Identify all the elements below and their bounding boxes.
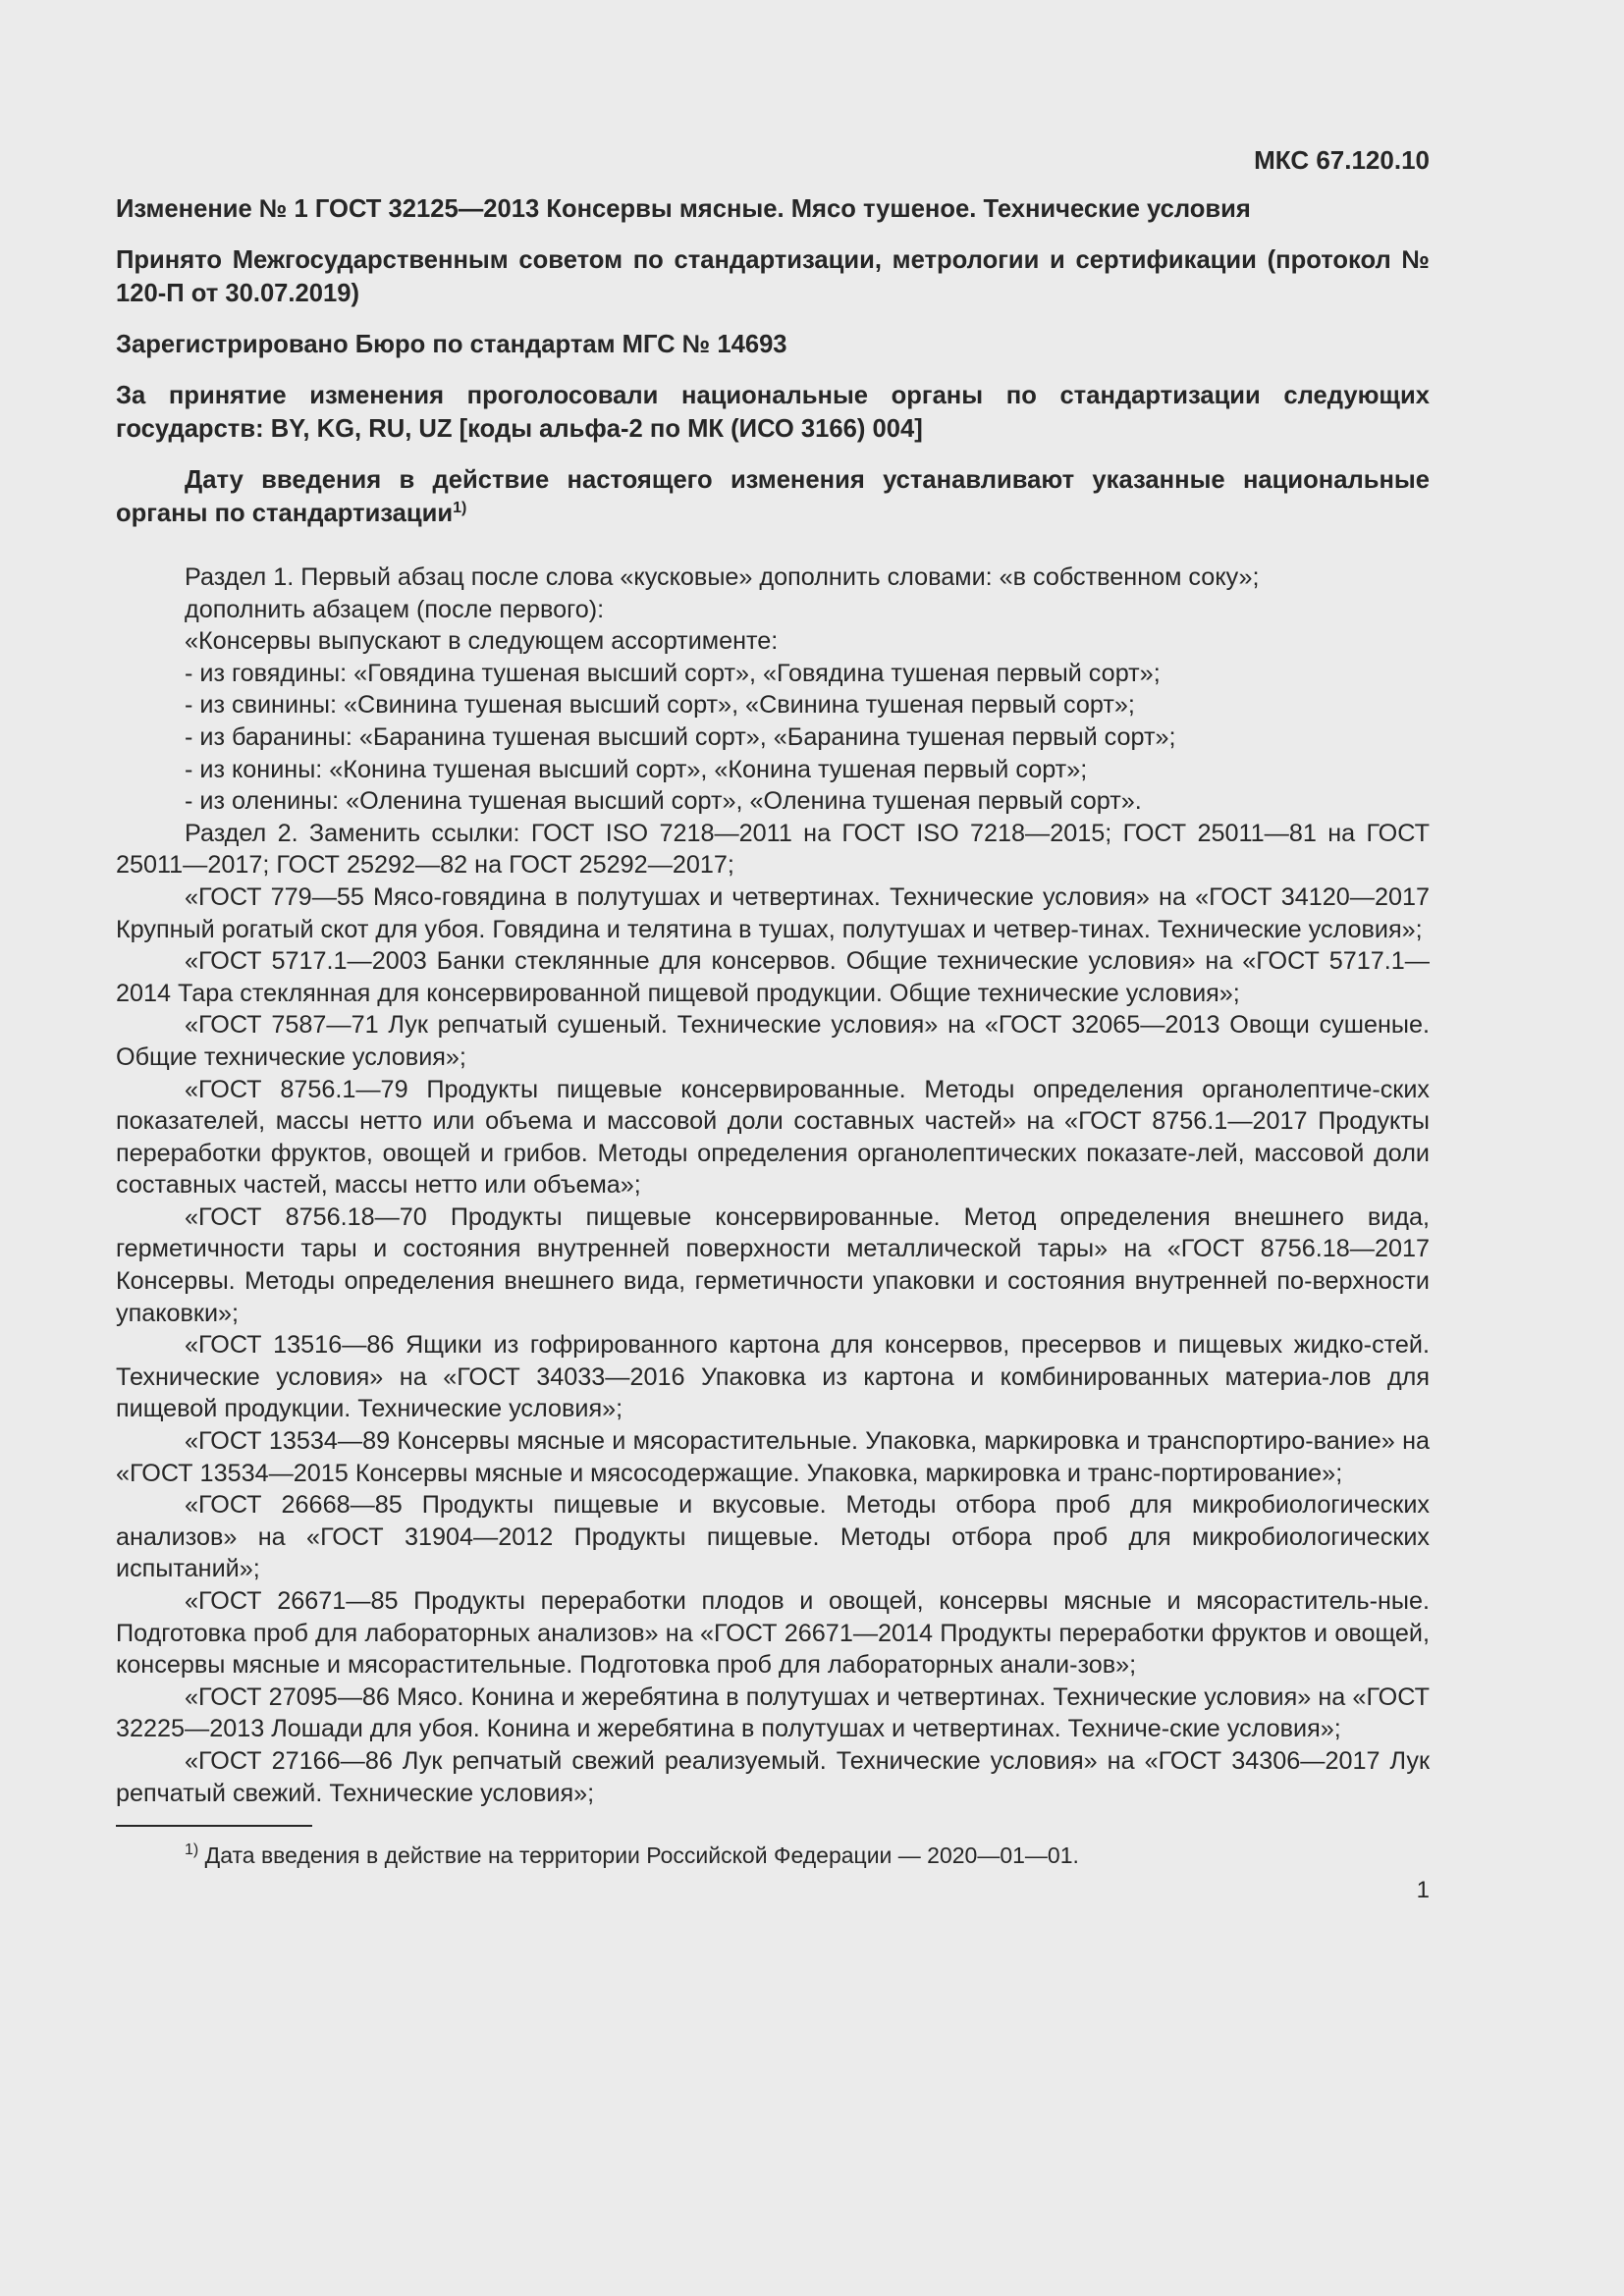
paragraph: «ГОСТ 26668—85 Продукты пищевые и вкусовые. Методы отбора проб для микробиологических анализов» на «ГОСТ 31904—2012 Продукты пищевые. Методы отбора проб для микробиологических испытаний»; — [116, 1491, 1430, 1583]
paragraph: «ГОСТ 13516—86 Ящики из гофрированного картона для консервов, пресервов и пищевых жидко-стей. Технические условия» на «ГОСТ 34033—2016 Упаковка из картона и комбинированных материа-лов для пищевой продукции. Технические условия»; — [116, 1331, 1430, 1423]
introduction-date-statement — [116, 463, 1430, 530]
document-page — [116, 143, 1430, 1905]
list-item: - из говядины: «Говядина тушеная высший сорт», «Говядина тушеная первый сорт»; — [185, 659, 1161, 687]
paragraph: «ГОСТ 13534—89 Консервы мясные и мясорастительные. Упаковка, маркировка и транспортиро-вание» на «ГОСТ 13534—2015 Консервы мясные и мясосодержащие. Упаковка, маркировка и транс-портирование»; — [116, 1427, 1430, 1487]
list-item: - из конины: «Конина тушеная высший сорт», «Конина тушеная первый сорт»; — [185, 755, 1088, 783]
paragraph: «ГОСТ 26671—85 Продукты переработки плодов и овощей, консервы мясные и мясораститель-ные. Подготовка проб для лабораторных анализов» на «ГОСТ 26671—2014 Продукты переработки фруктов и овощей, консервы мясные и мясорастительные. Подготовка проб для лабораторных анали-зов»; — [116, 1587, 1430, 1680]
footnote-divider — [116, 1825, 312, 1827]
adopted-statement: Принято Межгосударственным советом по стандартизации, метрологии и сертификации (протокол № 120-П от 30.07.2019) — [116, 246, 1430, 307]
footnote-text: Дата введения в действие на территории Российской Федерации — 2020—01—01. — [204, 1842, 1079, 1869]
paragraph: Раздел 1. Первый абзац после слова «кусковые» дополнить словами: «в собственном соку»; — [185, 563, 1260, 591]
paragraph: «ГОСТ 7587—71 Лук репчатый сушеный. Технические условия» на «ГОСТ 32065—2013 Овощи сушеные. Общие технические условия»; — [116, 1011, 1430, 1071]
paragraph: «ГОСТ 8756.18—70 Продукты пищевые консервированные. Метод определения внешнего вида, герметичности тары и состояния внутренней поверхности металлической тары» на «ГОСТ 8756.18—2017 Консервы. Методы определения внешнего вида, герметичности упаковки и состояния внутренней по-верхности упаковки»; — [116, 1202, 1430, 1327]
footnote — [116, 1841, 1430, 1870]
paragraph: «ГОСТ 8756.1—79 Продукты пищевые консервированные. Методы определения органолептиче-ских показателей, массы нетто или объема и массовой доли составных частей» на «ГОСТ 8756.1—2017 Продукты переработки фруктов, овощей и грибов. Методы определения органолептических показате-лей, массовой доли составных частей, массы нетто или объема»; — [116, 1075, 1430, 1200]
paragraph: Раздел 2. Заменить ссылки: ГОСТ ISO 7218—2011 на ГОСТ ISO 7218—2015; ГОСТ 25011—81 на ГОСТ 25011—2017; ГОСТ 25292—82 на ГОСТ 25292—2017; — [116, 819, 1430, 880]
mks-code: МКС 67.120.10 — [1254, 145, 1430, 175]
footnote-reference: 1) — [453, 500, 467, 516]
paragraph: дополнить абзацем (после первого): — [185, 595, 605, 623]
registration-statement: Зарегистрировано Бюро по стандартам МГС № 14693 — [116, 331, 787, 358]
paragraph: «Консервы выпускают в следующем ассортименте: — [185, 627, 779, 656]
introduction-date-text: Дату введения в действие настоящего изменения устанавливают указанные национальные органы по стандартизации — [116, 466, 1430, 527]
paragraph: «ГОСТ 779—55 Мясо-говядина в полутушах и четвертинах. Технические условия» на «ГОСТ 34120—2017 Крупный рогатый скот для убоя. Говядина и телятина в тушах, полутушах и четвер-тинах. Технические условия»; — [116, 882, 1430, 943]
paragraph: «ГОСТ 27166—86 Лук репчатый свежий реализуемый. Технические условия» на «ГОСТ 34306—2017 Лук репчатый свежий. Технические условия»; — [116, 1746, 1430, 1807]
amendment-title: Изменение № 1 ГОСТ 32125—2013 Консервы мясные. Мясо тушеное. Технические условия — [116, 195, 1251, 223]
page-number: 1 — [1416, 1877, 1430, 1904]
paragraph: «ГОСТ 27095—86 Мясо. Конина и жеребятина в полутушах и четвертинах. Технические условия» на «ГОСТ 32225—2013 Лошади для убоя. Конина и жеребятина в полутушах и четвертинах. Техниче-ские условия»; — [116, 1682, 1430, 1743]
list-item: - из свинины: «Свинина тушеная высший сорт», «Свинина тушеная первый сорт»; — [185, 691, 1135, 720]
footnote-mark: 1) — [185, 1842, 199, 1859]
list-item: - из оленины: «Оленина тушеная высший сорт», «Оленина тушеная первый сорт». — [185, 787, 1142, 816]
list-item: - из баранины: «Баранина тушеная высший сорт», «Баранина тушеная первый сорт»; — [185, 722, 1176, 751]
voting-statement: За принятие изменения проголосовали национальные органы по стандартизации следующих государств: BY, KG, RU, UZ [коды альфа-2 по МК (ИСО 3166) 004] — [116, 382, 1430, 443]
amendment-body — [116, 561, 1430, 1809]
paragraph: «ГОСТ 5717.1—2003 Банки стеклянные для консервов. Общие технические условия» на «ГОСТ 5717.1—2014 Тара стеклянная для консервированной пищевой продукции. Общие технические условия»; — [116, 947, 1430, 1007]
